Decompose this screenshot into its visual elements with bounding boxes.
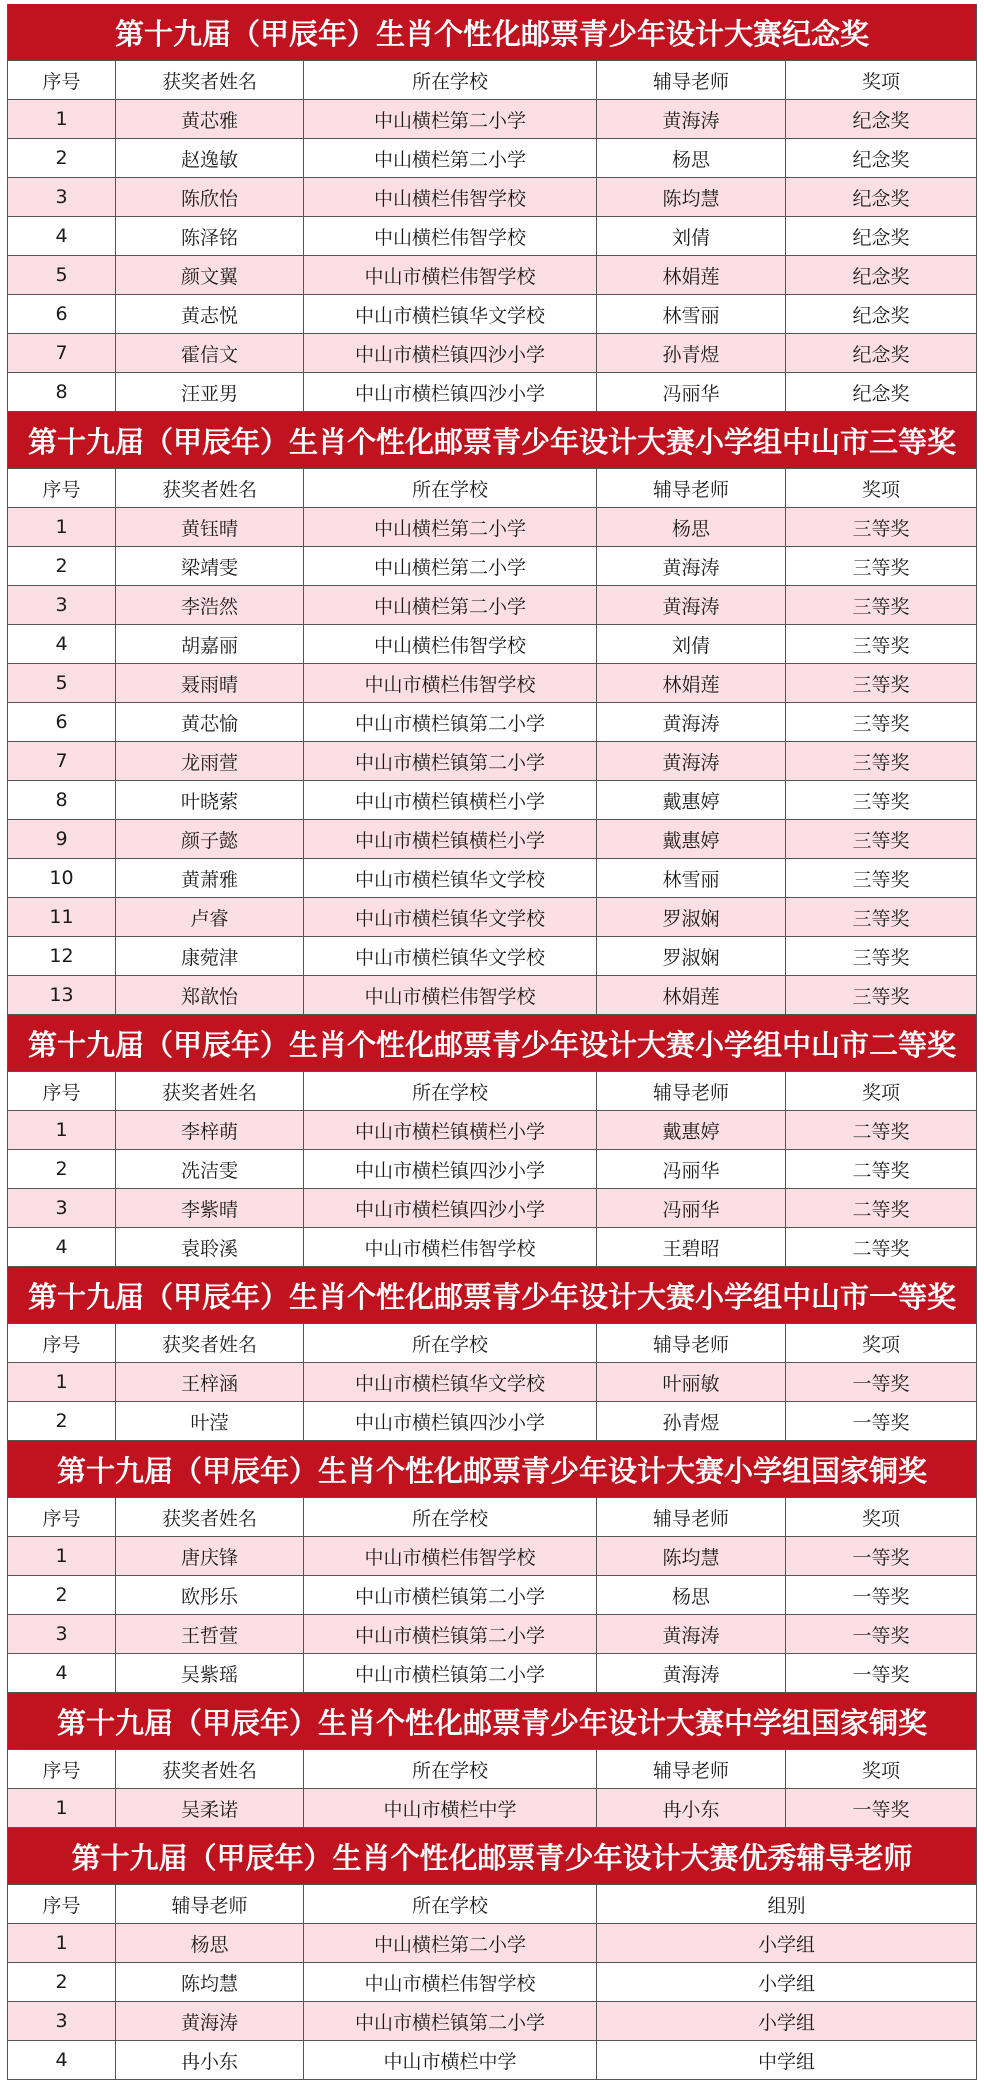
cell-no: 8 (8, 781, 116, 819)
section-title: 第十九届（甲辰年）生肖个性化邮票青少年设计大赛小学组中山市三等奖 (8, 412, 976, 469)
section-title: 第十九届（甲辰年）生肖个性化邮票青少年设计大赛优秀辅导老师 (8, 1828, 976, 1885)
section-primary-second-prize (8, 1015, 976, 1267)
header-winner-name: 获奖者姓名 (116, 1498, 304, 1536)
cell-no: 1 (8, 1537, 116, 1575)
cell-winner-name: 欧彤乐 (116, 1576, 304, 1614)
header-no: 序号 (8, 61, 116, 99)
cell-school: 中山市横栏镇华文学校 (304, 859, 597, 897)
cell-award: 一等奖 (852, 1372, 910, 1395)
cell-school: 中山市横栏镇横栏小学 (304, 820, 597, 858)
table-row (8, 547, 976, 586)
header-winner-name: 获奖者姓名 (116, 61, 304, 99)
table-row (8, 508, 976, 547)
cell-no: 2 (8, 1402, 116, 1440)
cell-award: 三等奖 (852, 829, 910, 852)
table-row (8, 820, 976, 859)
table-row (8, 976, 976, 1015)
cell-winner-name: 颜子懿 (116, 820, 304, 858)
cell-winner-name: 汪亚男 (116, 373, 304, 411)
section-excellent-tutors (8, 1828, 976, 2080)
header-row (8, 469, 976, 508)
table-row (8, 664, 976, 703)
cell-award: 二等奖 (852, 1120, 910, 1143)
cell-teacher: 王碧昭 (597, 1228, 786, 1266)
cell-award: 一等奖 (852, 1546, 910, 1569)
header-no: 序号 (8, 1750, 116, 1788)
header-winner-name: 获奖者姓名 (116, 1750, 304, 1788)
cell-teacher: 冯丽华 (597, 373, 786, 411)
header-school: 所在学校 (304, 1885, 597, 1923)
header-no: 序号 (8, 1072, 116, 1110)
cell-school: 中山横栏第二小学 (304, 547, 597, 585)
header-no: 序号 (8, 1885, 116, 1923)
cell-teacher: 戴惠婷 (597, 820, 786, 858)
cell-teacher: 杨思 (597, 508, 786, 546)
table-row (8, 1537, 976, 1576)
cell-no: 10 (8, 859, 116, 897)
cell-no: 5 (8, 664, 116, 702)
header-teacher: 辅导老师 (597, 1750, 786, 1788)
cell-school: 中山市横栏镇华文学校 (304, 898, 597, 936)
cell-award: 一等奖 (852, 1798, 910, 1821)
header-teacher: 辅导老师 (597, 1498, 786, 1536)
cell-winner-name: 吴紫瑶 (116, 1654, 304, 1692)
header-award: 奖项 (861, 1759, 900, 1782)
section-title: 第十九届（甲辰年）生肖个性化邮票青少年设计大赛纪念奖 (8, 4, 976, 61)
award-list-sheet (7, 4, 977, 2080)
table-row (8, 625, 976, 664)
cell-no: 1 (8, 1363, 116, 1401)
cell-award: 纪念奖 (852, 265, 910, 288)
cell-no: 13 (8, 976, 116, 1014)
cell-school: 中山横栏伟智学校 (304, 178, 597, 216)
cell-winner-name: 黄芯雅 (116, 100, 304, 138)
cell-no: 1 (8, 100, 116, 138)
cell-no: 2 (8, 1963, 116, 2001)
cell-school: 中山市横栏镇第二小学 (304, 1576, 597, 1614)
table-row (8, 334, 976, 373)
cell-teacher: 林娟莲 (597, 664, 786, 702)
table-row (8, 2002, 976, 2041)
cell-winner-name: 黄钰晴 (116, 508, 304, 546)
cell-school: 中山市横栏镇四沙小学 (304, 1189, 597, 1227)
table-row (8, 1924, 976, 1963)
header-teacher: 辅导老师 (116, 1885, 304, 1923)
cell-winner-name: 袁聆溪 (116, 1228, 304, 1266)
cell-winner-name: 冼洁雯 (116, 1150, 304, 1188)
cell-teacher: 陈均慧 (597, 178, 786, 216)
header-row (8, 1072, 976, 1111)
cell-teacher: 杨思 (597, 1576, 786, 1614)
cell-winner-name: 聂雨晴 (116, 664, 304, 702)
header-no: 序号 (8, 1324, 116, 1362)
cell-winner-name: 郑歆怡 (116, 976, 304, 1014)
cell-school: 中山市横栏镇华文学校 (304, 1363, 597, 1401)
cell-school: 中山市横栏中学 (304, 2041, 597, 2079)
cell-teacher: 刘倩 (597, 217, 786, 255)
header-award: 奖项 (861, 1507, 900, 1530)
header-winner-name: 获奖者姓名 (116, 1324, 304, 1362)
cell-award: 纪念奖 (852, 226, 910, 249)
cell-no: 3 (8, 586, 116, 624)
cell-winner-name: 叶滢 (116, 1402, 304, 1440)
cell-group: 小学组 (757, 2011, 815, 2034)
cell-no: 12 (8, 937, 116, 975)
header-row (8, 1498, 976, 1537)
cell-school: 中山市横栏镇四沙小学 (304, 334, 597, 372)
cell-teacher: 黄海涛 (597, 1615, 786, 1653)
cell-winner-name: 颜文翼 (116, 256, 304, 294)
table-row (8, 139, 976, 178)
cell-award: 纪念奖 (852, 343, 910, 366)
header-row (8, 61, 976, 100)
cell-award: 二等奖 (852, 1237, 910, 1260)
cell-no: 4 (8, 1228, 116, 1266)
cell-school: 中山市横栏镇第二小学 (304, 2002, 597, 2040)
cell-winner-name: 王哲萱 (116, 1615, 304, 1653)
cell-award: 一等奖 (852, 1411, 910, 1434)
cell-teacher: 黄海涛 (597, 703, 786, 741)
cell-winner-name: 赵逸敏 (116, 139, 304, 177)
cell-school: 中山市横栏镇四沙小学 (304, 1150, 597, 1188)
table-row (8, 2041, 976, 2080)
cell-winner-name: 龙雨萱 (116, 742, 304, 780)
cell-teacher: 林雪丽 (597, 859, 786, 897)
cell-winner-name: 卢睿 (116, 898, 304, 936)
cell-teacher: 冉小东 (597, 1789, 786, 1827)
cell-no: 4 (8, 625, 116, 663)
cell-teacher: 黄海涛 (597, 1654, 786, 1692)
cell-no: 4 (8, 217, 116, 255)
cell-winner-name: 陈欣怡 (116, 178, 304, 216)
section-title: 第十九届（甲辰年）生肖个性化邮票青少年设计大赛中学组国家铜奖 (8, 1693, 976, 1750)
cell-school: 中山市横栏伟智学校 (304, 1537, 597, 1575)
cell-group: 小学组 (757, 1933, 815, 1956)
cell-winner-name: 李梓萌 (116, 1111, 304, 1149)
cell-no: 5 (8, 256, 116, 294)
cell-school: 中山市横栏镇第二小学 (304, 1654, 597, 1692)
cell-school: 中山横栏伟智学校 (304, 625, 597, 663)
cell-winner-name: 陈泽铭 (116, 217, 304, 255)
cell-teacher: 陈均慧 (116, 1963, 304, 2001)
cell-teacher: 冉小东 (116, 2041, 304, 2079)
cell-no: 1 (8, 1111, 116, 1149)
header-row (8, 1885, 976, 1924)
header-award: 奖项 (861, 478, 900, 501)
cell-school: 中山市横栏伟智学校 (304, 256, 597, 294)
cell-no: 1 (8, 1924, 116, 1962)
cell-no: 7 (8, 334, 116, 372)
header-award: 奖项 (861, 1081, 900, 1104)
table-row (8, 898, 976, 937)
header-row (8, 1750, 976, 1789)
cell-no: 4 (8, 1654, 116, 1692)
cell-award: 纪念奖 (852, 187, 910, 210)
header-school: 所在学校 (304, 469, 597, 507)
table-row (8, 1189, 976, 1228)
cell-teacher: 孙青煜 (597, 334, 786, 372)
table-row (8, 1402, 976, 1441)
table-row (8, 373, 976, 412)
table-row (8, 703, 976, 742)
cell-award: 三等奖 (852, 751, 910, 774)
cell-group: 小学组 (757, 1972, 815, 1995)
table-row (8, 1228, 976, 1267)
header-no: 序号 (8, 1498, 116, 1536)
table-row (8, 781, 976, 820)
cell-award: 三等奖 (852, 556, 910, 579)
cell-award: 三等奖 (852, 517, 910, 540)
cell-winner-name: 康菀津 (116, 937, 304, 975)
cell-school: 中山市横栏伟智学校 (304, 976, 597, 1014)
cell-school: 中山横栏第二小学 (304, 508, 597, 546)
table-row (8, 178, 976, 217)
cell-winner-name: 胡嘉丽 (116, 625, 304, 663)
table-row (8, 217, 976, 256)
cell-no: 6 (8, 295, 116, 333)
cell-teacher: 林雪丽 (597, 295, 786, 333)
cell-award: 三等奖 (852, 985, 910, 1008)
section-title: 第十九届（甲辰年）生肖个性化邮票青少年设计大赛小学组中山市二等奖 (8, 1015, 976, 1072)
cell-teacher: 戴惠婷 (597, 781, 786, 819)
cell-teacher: 黄海涛 (597, 100, 786, 138)
cell-school: 中山市横栏镇第二小学 (304, 703, 597, 741)
header-school: 所在学校 (304, 61, 597, 99)
cell-award: 纪念奖 (852, 382, 910, 405)
cell-teacher: 杨思 (597, 139, 786, 177)
cell-teacher: 刘倩 (597, 625, 786, 663)
header-school: 所在学校 (304, 1498, 597, 1536)
section-title: 第十九届（甲辰年）生肖个性化邮票青少年设计大赛小学组国家铜奖 (8, 1441, 976, 1498)
table-row (8, 1615, 976, 1654)
cell-no: 3 (8, 2002, 116, 2040)
table-row (8, 100, 976, 139)
cell-winner-name: 黄志悦 (116, 295, 304, 333)
cell-teacher: 陈均慧 (597, 1537, 786, 1575)
cell-school: 中山市横栏伟智学校 (304, 664, 597, 702)
cell-winner-name: 叶晓萦 (116, 781, 304, 819)
table-row (8, 1111, 976, 1150)
cell-teacher: 林娟莲 (597, 976, 786, 1014)
cell-award: 三等奖 (852, 946, 910, 969)
cell-teacher: 黄海涛 (116, 2002, 304, 2040)
cell-winner-name: 李紫晴 (116, 1189, 304, 1227)
cell-award: 三等奖 (852, 712, 910, 735)
cell-school: 中山横栏第二小学 (304, 586, 597, 624)
cell-teacher: 杨思 (116, 1924, 304, 1962)
table-row (8, 1363, 976, 1402)
header-no: 序号 (8, 469, 116, 507)
section-primary-first-prize (8, 1267, 976, 1441)
header-school: 所在学校 (304, 1324, 597, 1362)
table-row (8, 859, 976, 898)
cell-teacher: 冯丽华 (597, 1150, 786, 1188)
cell-award: 纪念奖 (852, 148, 910, 171)
header-award: 奖项 (861, 1333, 900, 1356)
section-primary-third-prize (8, 412, 976, 1015)
cell-award: 三等奖 (852, 673, 910, 696)
cell-school: 中山市横栏镇横栏小学 (304, 781, 597, 819)
cell-winner-name: 梁靖雯 (116, 547, 304, 585)
cell-winner-name: 王梓涵 (116, 1363, 304, 1401)
cell-award: 三等奖 (852, 868, 910, 891)
cell-school: 中山横栏第二小学 (304, 100, 597, 138)
cell-school: 中山市横栏伟智学校 (304, 1228, 597, 1266)
cell-teacher: 冯丽华 (597, 1189, 786, 1227)
cell-award: 三等奖 (852, 595, 910, 618)
header-row (8, 1324, 976, 1363)
table-row (8, 1789, 976, 1828)
header-teacher: 辅导老师 (597, 1324, 786, 1362)
header-school: 所在学校 (304, 1750, 597, 1788)
cell-no: 2 (8, 1576, 116, 1614)
cell-winner-name: 霍信文 (116, 334, 304, 372)
header-teacher: 辅导老师 (597, 61, 786, 99)
table-row (8, 1150, 976, 1189)
header-teacher: 辅导老师 (597, 1072, 786, 1110)
cell-award: 三等奖 (852, 907, 910, 930)
cell-teacher: 林娟莲 (597, 256, 786, 294)
header-award: 奖项 (861, 70, 900, 93)
table-row (8, 937, 976, 976)
table-row (8, 256, 976, 295)
header-winner-name: 获奖者姓名 (116, 469, 304, 507)
cell-no: 1 (8, 1789, 116, 1827)
cell-no: 3 (8, 178, 116, 216)
cell-no: 6 (8, 703, 116, 741)
cell-award: 一等奖 (852, 1663, 910, 1686)
cell-award: 二等奖 (852, 1198, 910, 1221)
cell-school: 中山横栏第二小学 (304, 139, 597, 177)
cell-teacher: 戴惠婷 (597, 1111, 786, 1149)
cell-no: 7 (8, 742, 116, 780)
cell-no: 2 (8, 1150, 116, 1188)
table-row (8, 742, 976, 781)
cell-no: 3 (8, 1189, 116, 1227)
cell-teacher: 黄海涛 (597, 547, 786, 585)
cell-school: 中山横栏第二小学 (304, 1924, 597, 1962)
cell-winner-name: 黄芯愉 (116, 703, 304, 741)
cell-award: 三等奖 (852, 634, 910, 657)
cell-school: 中山市横栏镇横栏小学 (304, 1111, 597, 1149)
table-row (8, 586, 976, 625)
section-title: 第十九届（甲辰年）生肖个性化邮票青少年设计大赛小学组中山市一等奖 (8, 1267, 976, 1324)
cell-winner-name: 唐庆锋 (116, 1537, 304, 1575)
cell-award: 一等奖 (852, 1585, 910, 1608)
cell-school: 中山市横栏镇第二小学 (304, 1615, 597, 1653)
cell-award: 纪念奖 (852, 304, 910, 327)
table-row (8, 1654, 976, 1693)
cell-no: 2 (8, 547, 116, 585)
cell-award: 三等奖 (852, 790, 910, 813)
cell-school: 中山市横栏镇华文学校 (304, 295, 597, 333)
cell-award: 一等奖 (852, 1624, 910, 1647)
cell-teacher: 罗淑娴 (597, 937, 786, 975)
table-row (8, 1963, 976, 2002)
cell-teacher: 黄海涛 (597, 586, 786, 624)
cell-no: 9 (8, 820, 116, 858)
header-school: 所在学校 (304, 1072, 597, 1110)
cell-teacher: 罗淑娴 (597, 898, 786, 936)
cell-winner-name: 李浩然 (116, 586, 304, 624)
cell-teacher: 叶丽敏 (597, 1363, 786, 1401)
cell-award: 纪念奖 (852, 109, 910, 132)
cell-no: 3 (8, 1615, 116, 1653)
cell-school: 中山市横栏镇华文学校 (304, 937, 597, 975)
cell-no: 1 (8, 508, 116, 546)
cell-school: 中山市横栏镇四沙小学 (304, 1402, 597, 1440)
cell-award: 二等奖 (852, 1159, 910, 1182)
table-row (8, 1576, 976, 1615)
cell-school: 中山横栏伟智学校 (304, 217, 597, 255)
header-group: 组别 (767, 1894, 806, 1917)
header-teacher: 辅导老师 (597, 469, 786, 507)
cell-school: 中山市横栏镇四沙小学 (304, 373, 597, 411)
header-winner-name: 获奖者姓名 (116, 1072, 304, 1110)
cell-no: 4 (8, 2041, 116, 2079)
section-primary-national-bronze (8, 1441, 976, 1693)
cell-winner-name: 黄萧雅 (116, 859, 304, 897)
cell-school: 中山市横栏中学 (304, 1789, 597, 1827)
cell-school: 中山市横栏伟智学校 (304, 1963, 597, 2001)
cell-no: 2 (8, 139, 116, 177)
section-commemorative-award (8, 4, 976, 412)
cell-group: 中学组 (757, 2050, 815, 2073)
cell-winner-name: 吴柔诺 (116, 1789, 304, 1827)
section-middle-national-bronze (8, 1693, 976, 1828)
cell-no: 11 (8, 898, 116, 936)
table-row (8, 295, 976, 334)
cell-school: 中山市横栏镇第二小学 (304, 742, 597, 780)
cell-no: 8 (8, 373, 116, 411)
cell-teacher: 孙青煜 (597, 1402, 786, 1440)
cell-teacher: 黄海涛 (597, 742, 786, 780)
